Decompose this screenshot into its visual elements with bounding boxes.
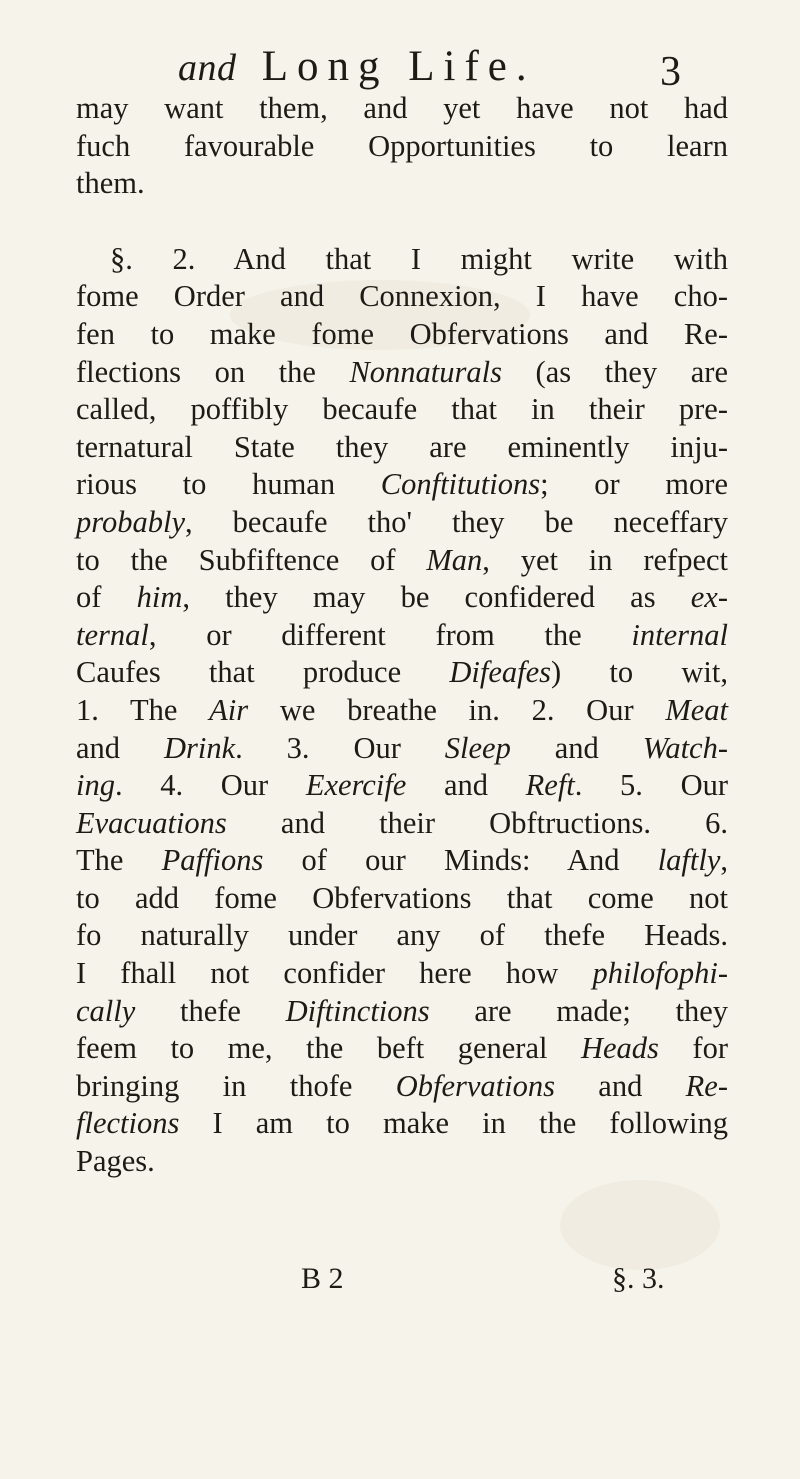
text-line: Caufes that produce Difeafes) to wit, xyxy=(76,655,728,690)
running-head-title: Long Life. xyxy=(261,43,536,90)
paragraph-1 xyxy=(76,90,728,203)
italic-term: philofophi- xyxy=(592,956,728,991)
text-line: ternatural State they are eminently inju- xyxy=(76,429,728,464)
italic-term: internal xyxy=(631,617,728,652)
italic-term: Drink xyxy=(163,730,236,765)
text-line: flections I am to make in the following xyxy=(76,1106,728,1141)
italic-term: him xyxy=(136,580,183,615)
italic-term: ex- xyxy=(690,580,728,615)
italic-term: probably xyxy=(76,504,185,539)
text-line: probably, becaufe tho' they be neceffary xyxy=(76,504,728,539)
text-line: to add fome Obfervations that come not xyxy=(76,880,728,915)
italic-term: Evacuations xyxy=(76,805,227,840)
signature-mark: B 2 xyxy=(301,1262,344,1295)
italic-term: ing xyxy=(76,768,115,803)
text-line: fuch favourable Opportunities to learn xyxy=(76,128,728,163)
page-footer xyxy=(76,1262,728,1302)
text-line: flections on the Nonnaturals (as they are xyxy=(76,354,728,389)
italic-term: Obfervations xyxy=(395,1068,555,1103)
text-line: 1. The Air we breathe in. 2. Our Meat xyxy=(76,692,728,727)
text-line: bringing in thofe Obfervations and Re- xyxy=(76,1068,728,1103)
paragraph-gap xyxy=(76,203,728,241)
italic-term: flections xyxy=(76,1106,180,1141)
italic-term: Reft xyxy=(525,768,575,803)
italic-term: Diftinctions xyxy=(285,993,430,1028)
text-line: them. xyxy=(76,166,145,201)
text-line: may want them, and yet have not had xyxy=(76,91,728,125)
text-line: feem to me, the beft general Heads for xyxy=(76,1031,728,1066)
text-line: fen to make fome Obfervations and Re- xyxy=(76,316,728,351)
italic-term: Exercife xyxy=(305,768,407,803)
text-line: Pages. xyxy=(76,1144,155,1179)
text-line: Evacuations and their Obftructions. 6. xyxy=(76,805,728,840)
italic-term: Air xyxy=(209,692,249,727)
italic-term: Watch- xyxy=(642,730,728,765)
page-number: 3 xyxy=(660,49,681,95)
body-text xyxy=(76,90,728,1181)
text-line: I fhall not confider here how philofophi- xyxy=(76,956,728,991)
text-line: cally thefe Diftinctions are made; they xyxy=(76,993,728,1028)
italic-term: Re- xyxy=(685,1068,728,1103)
paragraph-2 xyxy=(76,241,728,1181)
italic-term: Man xyxy=(426,542,483,577)
italic-term: cally xyxy=(76,993,136,1028)
text-line: called, poffibly becaufe that in their pre- xyxy=(76,392,728,427)
italic-term: laftly xyxy=(657,843,721,878)
italic-term: ternal xyxy=(76,617,149,652)
italic-term: Heads xyxy=(580,1031,659,1066)
text-line: The Paffions of our Minds: And laftly, xyxy=(76,843,729,878)
italic-term: Conftitutions xyxy=(380,467,541,502)
text-line: §. 2. And that I might write with xyxy=(110,241,728,276)
italic-term: Difeafes xyxy=(449,655,552,690)
catchword: §. 3. xyxy=(612,1262,665,1295)
text-line: of him, they may be confidered as ex- xyxy=(76,580,728,615)
italic-term: Sleep xyxy=(444,730,511,765)
text-line: ing. 4. Our Exercife and Reft. 5. Our xyxy=(76,768,728,803)
running-head-and: and xyxy=(178,47,237,89)
italic-term: Nonnaturals xyxy=(349,354,502,389)
italic-term: Paffions xyxy=(161,843,264,878)
text-line: fo naturally under any of thefe Heads. xyxy=(76,918,728,953)
paper-stain xyxy=(560,1180,720,1270)
text-line: ternal, or different from the internal xyxy=(76,617,728,652)
text-line: to the Subfiftence of Man, yet in refpect xyxy=(76,542,728,577)
text-line: fome Order and Connexion, I have cho- xyxy=(76,279,728,314)
text-line: and Drink. 3. Our Sleep and Watch- xyxy=(76,730,728,765)
text-line: rious to human Conftitutions; or more xyxy=(76,467,728,502)
italic-term: Meat xyxy=(665,692,728,727)
